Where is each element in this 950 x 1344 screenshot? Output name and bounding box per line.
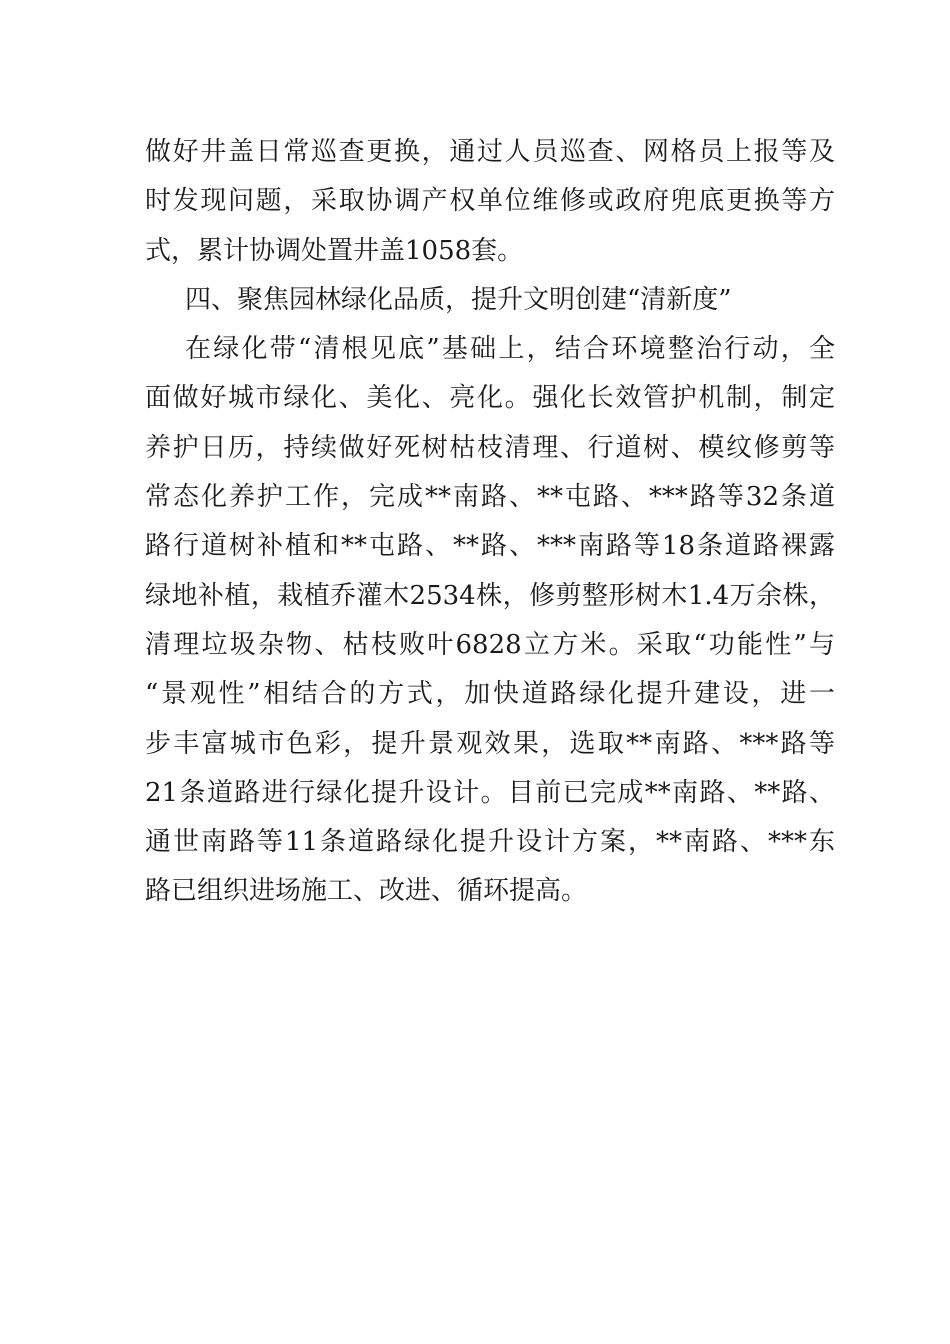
paragraph-line: 路行道树补植和**屯路、**路、***南路等18条道路裸露 <box>145 531 835 562</box>
paragraph-line: 式，累计协调处置井盖1058套。 <box>145 235 524 266</box>
section-heading: 四、聚焦园林绿化品质，提升文明创建“清新度” <box>185 284 732 315</box>
paragraph-line: 常态化养护工作，完成**南路、**屯路、***路等32条道 <box>145 482 835 513</box>
document-body <box>145 128 835 917</box>
paragraph-line: 通世南路等11条道路绿化提升设计方案，**南路、***东 <box>145 827 835 858</box>
paragraph-line: 绿地补植，栽植乔灌木2534株，修剪整形树木1.4万余株， <box>145 580 835 611</box>
paragraph-line: 在绿化带“清根见底”基础上，结合环境整治行动，全 <box>185 334 835 365</box>
paragraph-line: 清理垃圾杂物、枯枝败叶6828立方米。采取“功能性”与 <box>145 629 835 660</box>
paragraph-line: 步丰富城市色彩，提升景观效果，选取**南路、***路等 <box>145 728 835 759</box>
paragraph-line: 路已组织进场施工、改进、循环提高。 <box>145 876 588 907</box>
paragraph-line: 做好井盖日常巡查更换，通过人员巡查、网格员上报等及 <box>145 137 835 167</box>
paragraph-line: 时发现问题，采取协调产权单位维修或政府兜底更换等方 <box>145 186 835 217</box>
paragraph-line: 面做好城市绿化、美化、亮化。强化长效管护机制，制定 <box>145 383 835 414</box>
paragraph-line: 养护日历，持续做好死树枯枝清理、行道树、模纹修剪等 <box>145 432 835 463</box>
paragraph-line: 21条道路进行绿化提升设计。目前已完成**南路、**路、 <box>145 777 835 808</box>
paragraph-line: “景观性”相结合的方式，加快道路绿化提升建设，进一 <box>145 679 835 710</box>
